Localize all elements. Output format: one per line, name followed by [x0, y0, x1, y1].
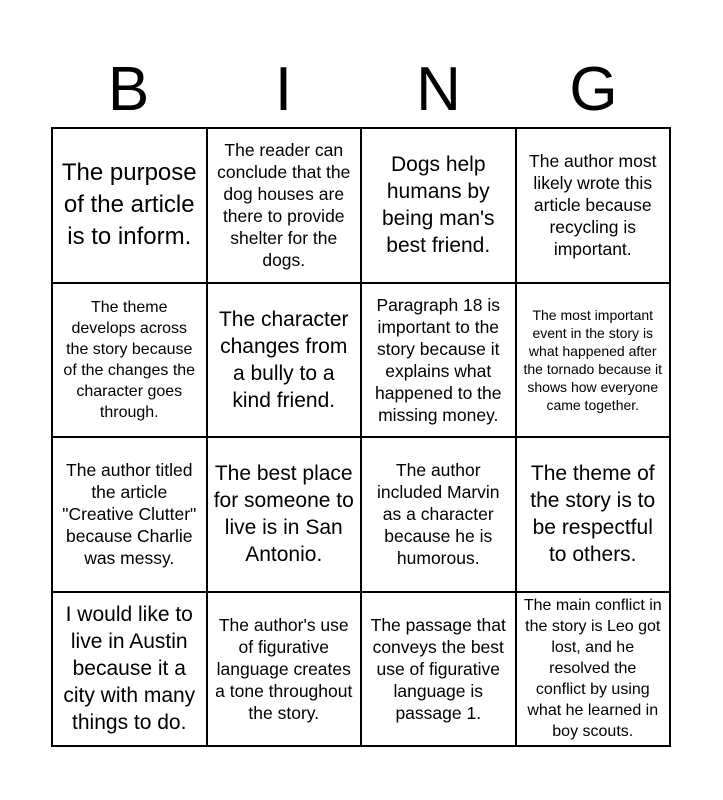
bingo-cell[interactable]: [517, 284, 672, 439]
bingo-cell[interactable]: [362, 129, 517, 284]
bingo-cell-text: The passage that conveys the best use of figurative language is passage 1.: [370, 614, 506, 723]
bingo-cell-text: The theme develops across the story because of the changes the character goes through.: [63, 298, 196, 421]
bingo-cell-text: The author most likely wrote this article because recycling is important.: [529, 151, 657, 260]
bingo-cell-text: The author's use of figurative language creates a tone throughout the story.: [215, 614, 353, 723]
bingo-cell[interactable]: [208, 284, 363, 439]
header-letter-n: N: [416, 55, 461, 124]
bingo-cell-text: The character changes from a bully to a kind friend.: [218, 307, 349, 412]
bingo-cell[interactable]: [362, 593, 517, 748]
bingo-cell-text: The most important event in the story is what happened after the tornado because it shows how everyone came together.: [523, 306, 663, 413]
bingo-cell[interactable]: [517, 438, 672, 593]
bingo-cell[interactable]: [53, 593, 208, 748]
bingo-cell-text: The purpose of the article is to inform.: [61, 159, 197, 251]
bingo-cell[interactable]: [517, 593, 672, 748]
header-letter-g: G: [569, 55, 618, 124]
bingo-cell-text: The best place for someone to live is in San Antonio.: [213, 462, 354, 567]
bingo-cell[interactable]: [362, 284, 517, 439]
bingo-grid: [51, 127, 671, 747]
header-letter-i: I: [274, 55, 293, 124]
bingo-cell[interactable]: [208, 593, 363, 748]
bingo-cell-text: The reader can conclude that the dog houses are there to provide shelter for the dogs.: [217, 140, 351, 271]
bingo-cell[interactable]: [53, 129, 208, 284]
bingo-cell[interactable]: [362, 438, 517, 593]
bingo-cell[interactable]: [517, 129, 672, 284]
bingo-cell-text: The theme of the story is to be respectful to others.: [530, 462, 656, 567]
bingo-cell-text: The author titled the article "Creative Clutter" because Charlie was messy.: [62, 460, 197, 569]
header-letter-b: B: [107, 55, 150, 124]
bingo-cell-text: Paragraph 18 is important to the story because it explains what happened to the missing money.: [374, 294, 502, 425]
bingo-cell[interactable]: [53, 438, 208, 593]
bingo-header: [51, 52, 671, 128]
bingo-cell[interactable]: [208, 129, 363, 284]
bingo-cell-text: Dogs help humans by being man's best friend.: [381, 153, 495, 258]
bingo-cell-text: I would like to live in Austin because it a city with many things to do.: [63, 603, 196, 735]
bingo-cell-text: The author included Marvin as a character because he is humorous.: [376, 460, 500, 569]
bingo-cell-text: The main conflict in the story is Leo got lost, and he resolved the conflict by using what he learned in boy scouts.: [523, 597, 662, 741]
bingo-cell[interactable]: [53, 284, 208, 439]
bingo-cell[interactable]: [208, 438, 363, 593]
